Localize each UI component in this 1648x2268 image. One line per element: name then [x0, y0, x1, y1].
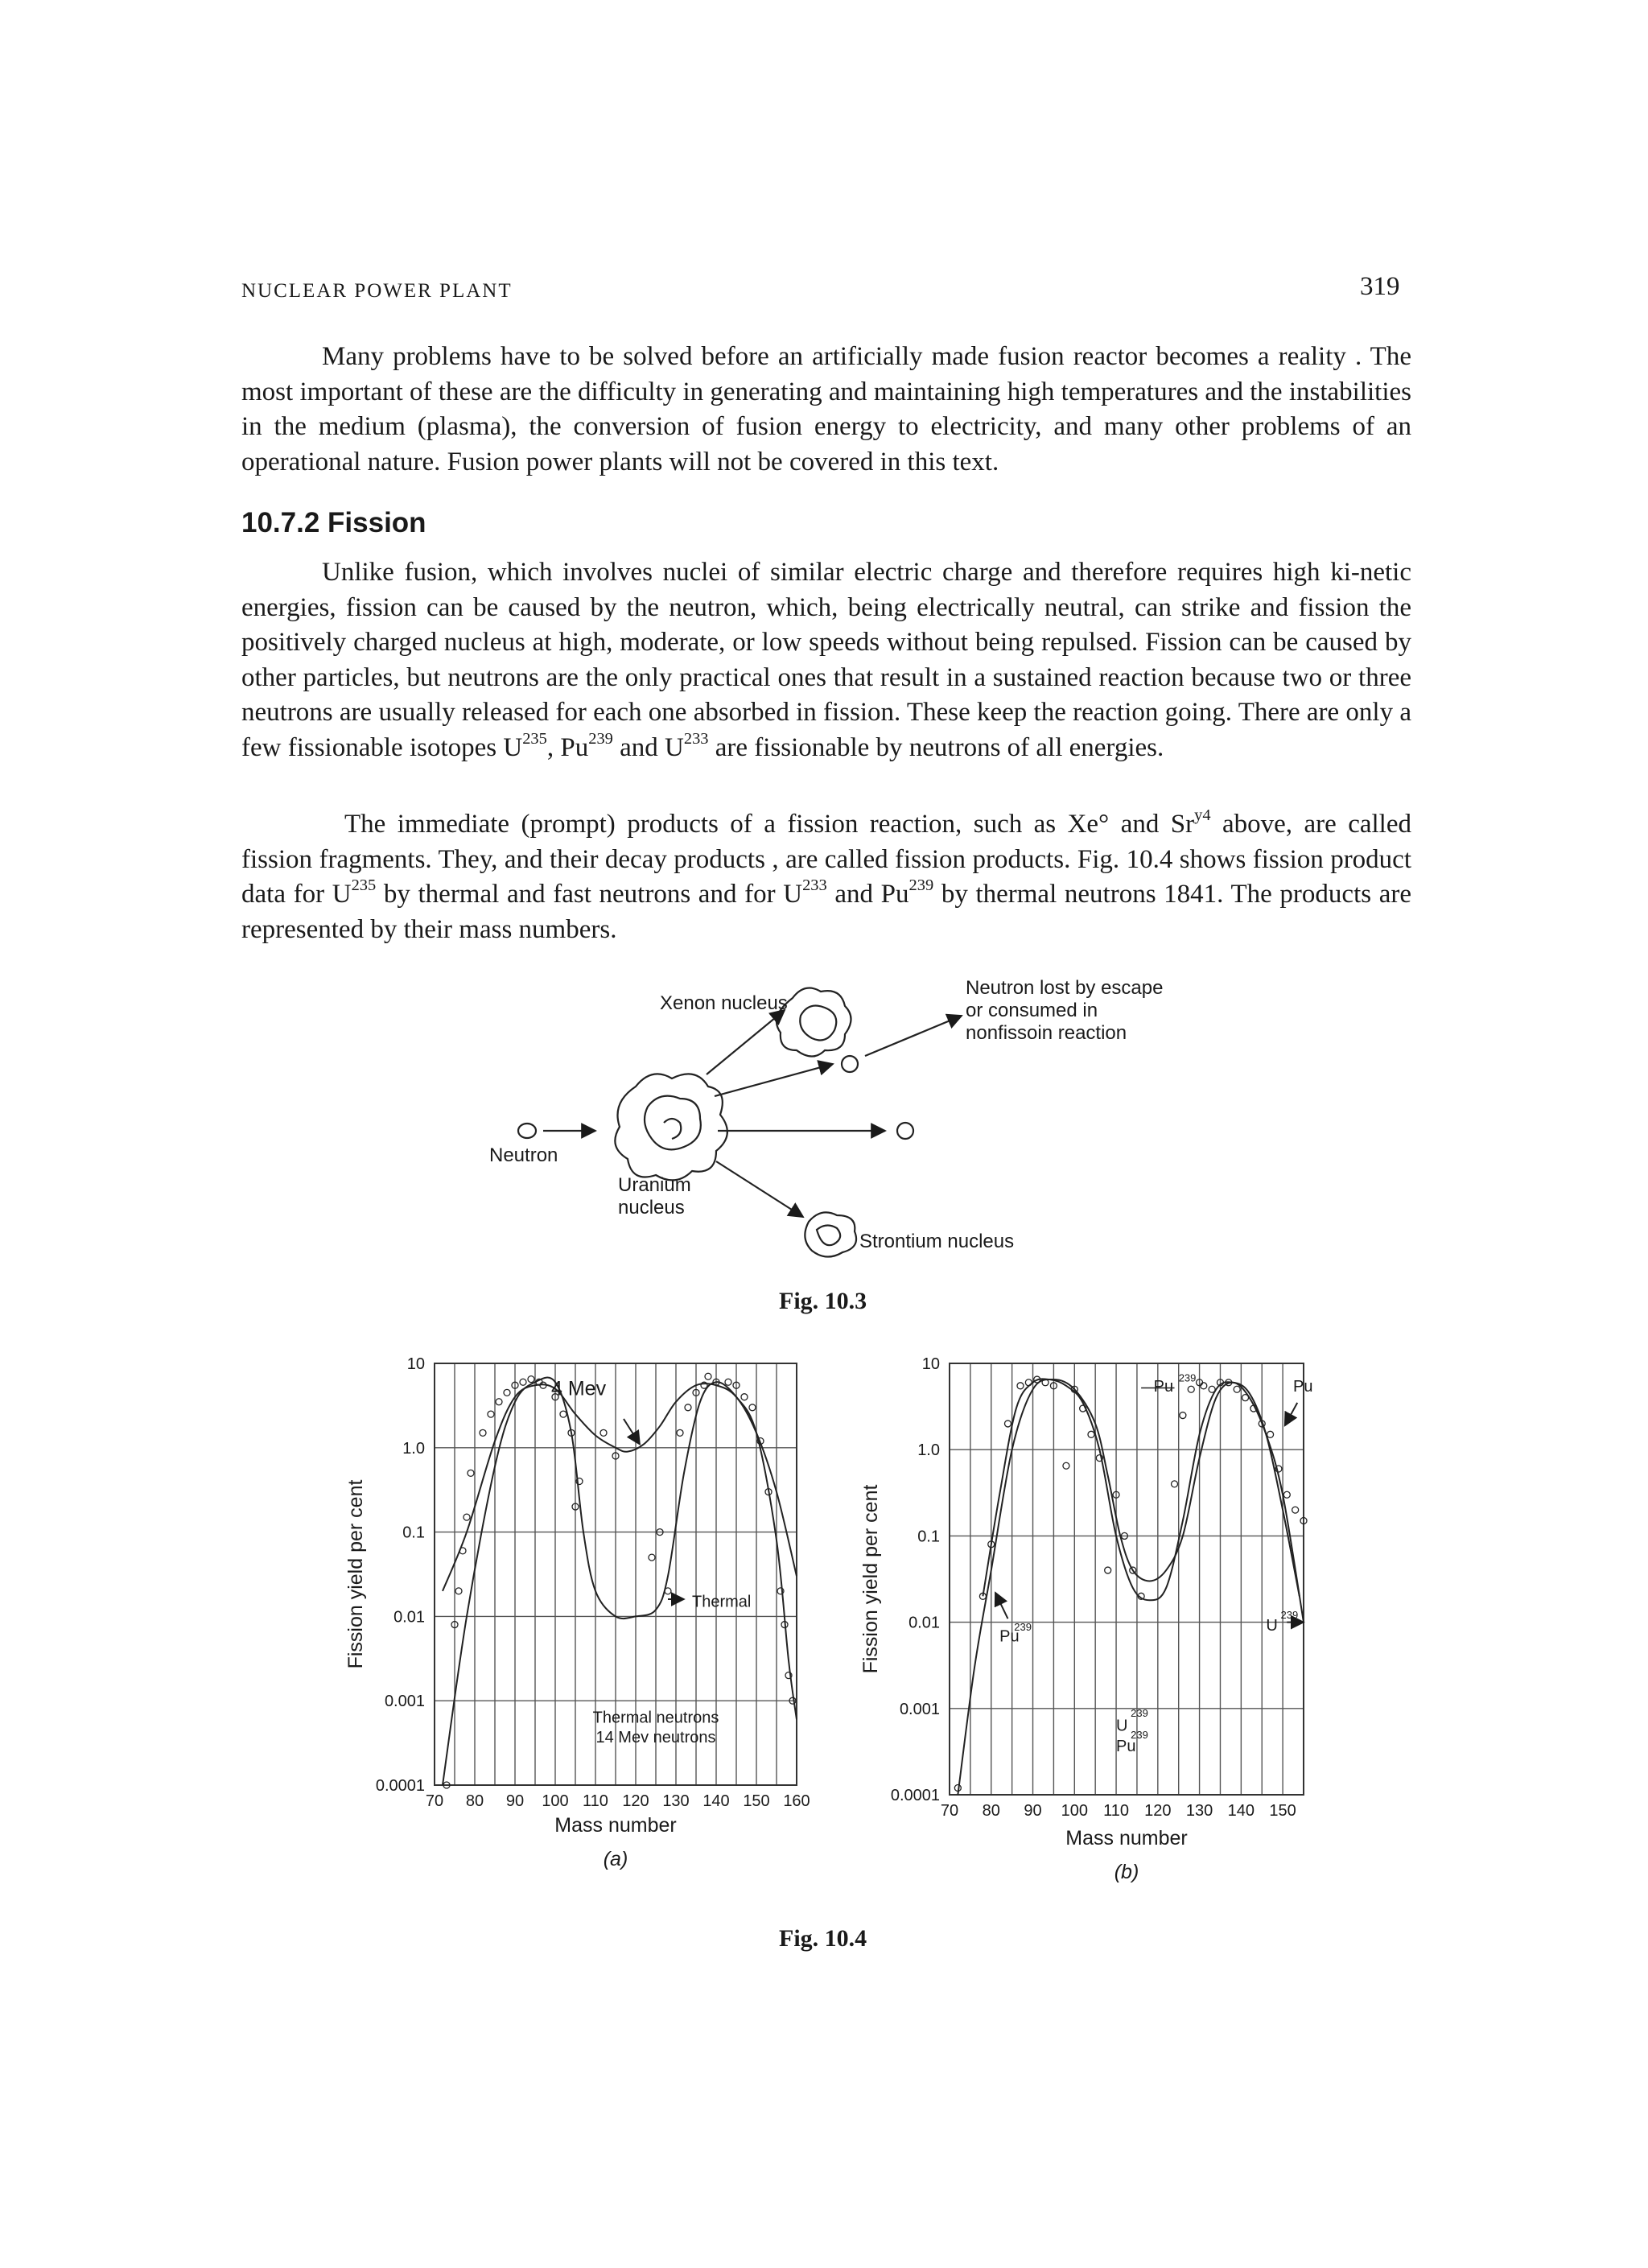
data-point [1267, 1431, 1274, 1437]
annotation-label: 239 [1280, 1609, 1299, 1622]
y-tick-label: 0.001 [384, 1693, 425, 1711]
data-point [560, 1411, 566, 1417]
data-point [464, 1514, 470, 1520]
data-point [665, 1588, 671, 1594]
data-point [496, 1399, 502, 1405]
data-point [1105, 1567, 1111, 1573]
y-tick-label: 0.1 [402, 1524, 425, 1542]
fission-yield-chart-b [853, 1344, 1336, 1907]
data-point [480, 1429, 486, 1436]
data-point [1234, 1386, 1240, 1392]
data-point [1088, 1431, 1094, 1437]
x-tick-label: 130 [1185, 1802, 1213, 1820]
xenon-nucleus-icon [777, 988, 851, 1057]
data-point [1209, 1386, 1215, 1392]
annotation-arrow [624, 1419, 640, 1445]
x-tick-label: 90 [505, 1792, 525, 1810]
annotation-label: 239 [1131, 1707, 1148, 1720]
x-tick-label: 70 [940, 1802, 959, 1820]
paragraph-fusion-problems: Many problems have to be solved before an artificially made fusion reactor becomes a reality . The most important of these are the difficulty in generating and maintaining high temperatures and the instabilities in the medium (plasma), the conversion of fusion energy to electricity, and many other problems of an operational nature. Fusion power plants will not be covered in this text. [241, 342, 1411, 476]
data-point [1201, 1383, 1207, 1389]
data-point [741, 1394, 748, 1400]
x-tick-label: 110 [1103, 1802, 1130, 1820]
x-tick-label: 90 [1024, 1802, 1042, 1820]
running-title: NUCLEAR POWER PLANT [241, 280, 513, 302]
emitted-neutron-icon [897, 1123, 913, 1139]
fig-10-4-caption: Fig. 10.4 [779, 1925, 867, 1952]
panel-label: (b) [1114, 1861, 1139, 1883]
data-point [1242, 1395, 1249, 1401]
paragraph-fission-intro: Unlike fusion, which involves nuclei of similar electric charge and therefore requires high ki-netic energies, fission can be caused by the neutron, which, being electrically neutral, can strike and fission the positively charged nucleus at high, moderate, or low speeds without being repulsed. Fission can be caused by other particles, but neutrons are the only practical ones that result in a sustained reaction because two or three neutrons are usually released for each one absorbed in fission. These keep the reaction going. There are only a few fissionable isotopes $U^{235}$, Pu$^{239}$ and $U^{233}$ are fissionable by neutrons of all energies. [241, 558, 1411, 762]
data-point [468, 1470, 474, 1476]
x-tick-label: 150 [743, 1792, 770, 1810]
x-tick-label: 140 [702, 1792, 730, 1810]
x-tick-label: 100 [1061, 1802, 1088, 1820]
data-point [725, 1379, 731, 1385]
annotation-label: Pu [1153, 1378, 1174, 1396]
data-point [528, 1376, 534, 1383]
neutron-label: Neutron [489, 1144, 558, 1166]
x-tick-label: 120 [622, 1792, 649, 1810]
data-point [677, 1429, 683, 1436]
section-title: 10.7.2 Fission [241, 507, 426, 538]
data-point [504, 1389, 510, 1396]
x-tick-label: 70 [425, 1792, 444, 1810]
uranium-label-line1: Uranium [618, 1174, 691, 1196]
annotation-label: Thermal neutrons [592, 1709, 719, 1727]
data-point [488, 1411, 494, 1417]
annotation-label: 14 Mev neutrons [595, 1729, 716, 1747]
strontium-nucleus-icon [805, 1212, 856, 1256]
data-point [1017, 1383, 1024, 1389]
x-tick-label: 160 [783, 1792, 810, 1810]
x-tick-label: 150 [1269, 1802, 1296, 1820]
data-point [455, 1588, 462, 1594]
lost-label-line2: or consumed in [966, 1000, 1098, 1021]
y-tick-label: 1.0 [917, 1441, 940, 1460]
x-tick-label: 130 [662, 1792, 690, 1810]
y-tick-label: 0.0001 [375, 1777, 425, 1795]
annotation-label: 239 [1178, 1371, 1197, 1384]
strontium-label: Strontium nucleus [859, 1231, 1015, 1252]
annotation-label: U [1266, 1616, 1278, 1635]
y-tick-label: 0.001 [899, 1700, 940, 1718]
annotation-label: Pu [1293, 1378, 1313, 1396]
lost-label-line3: nonfissoin reaction [966, 1022, 1127, 1044]
series-curve-u239 [983, 1379, 1299, 1600]
x-tick-label: 80 [982, 1802, 1000, 1820]
y-axis-label: Fission yield per cent [859, 1484, 882, 1674]
page-number: 319 [1360, 272, 1400, 301]
arrow-to-strontium [716, 1161, 803, 1217]
data-point [649, 1554, 655, 1561]
data-point [1283, 1491, 1290, 1498]
annotation-label: U [1116, 1717, 1128, 1735]
x-tick-label: 140 [1227, 1802, 1255, 1820]
paragraph-fission-products: The immediate (prompt) products of a fission reaction, such as Xe° and $Sr^{y4}$ above, are called fission fragments. They, and their decay products , are called fission products. Fig. 10.4 shows fission product data for $U^{235}$ by thermal and fast neutrons and for $U^{233}$ and Pu$^{239}$ by thermal neutrons 1841. The products are represented by their mass numbers. [241, 806, 1412, 944]
y-tick-label: 1.0 [402, 1439, 425, 1458]
data-point [1004, 1421, 1011, 1427]
y-tick-label: 0.01 [908, 1614, 940, 1632]
data-point [520, 1379, 526, 1385]
y-tick-label: 0.01 [393, 1608, 425, 1627]
data-point [685, 1404, 691, 1411]
data-point [1063, 1462, 1069, 1469]
data-point [600, 1429, 607, 1436]
fission-yield-chart-a [338, 1344, 821, 1907]
uranium-label-line2: nucleus [618, 1197, 685, 1219]
annotation-label: 239 [1131, 1728, 1148, 1741]
xenon-label: Xenon nucleus [660, 992, 788, 1014]
annotation-label: Pu [999, 1627, 1020, 1646]
data-point [1025, 1379, 1032, 1386]
y-tick-label: 10 [406, 1355, 425, 1373]
annotation-label: Thermal [692, 1593, 752, 1611]
uranium-nucleus-icon [615, 1074, 727, 1180]
lost-label-line1: Neutron lost by escape [966, 977, 1164, 999]
annotation-arrow [995, 1593, 1008, 1619]
data-point [1292, 1507, 1299, 1513]
panel-label: (a) [603, 1848, 628, 1870]
annotation-arrow [1285, 1403, 1298, 1425]
arrow-to-neutron [715, 1064, 833, 1096]
fig-10-3-caption: Fig. 10.3 [779, 1288, 867, 1314]
y-tick-label: 0.1 [917, 1528, 940, 1546]
x-tick-label: 100 [542, 1792, 569, 1810]
arrow-neutron-lost [865, 1016, 962, 1056]
data-point [705, 1373, 711, 1379]
annotation-label: Pu [1116, 1737, 1136, 1755]
x-axis-label: Mass number [554, 1814, 677, 1837]
y-axis-label: Fission yield per cent [344, 1479, 367, 1669]
annotation-label: 239 [1014, 1620, 1032, 1633]
annotation-label: 4 Mev [551, 1377, 607, 1400]
data-point [1188, 1386, 1194, 1392]
arrow-to-xenon [707, 1010, 785, 1074]
series-curve-4-mev [443, 1383, 797, 1591]
incoming-neutron-icon [518, 1124, 536, 1138]
data-point [749, 1404, 756, 1411]
x-tick-label: 120 [1144, 1802, 1172, 1820]
data-point [1172, 1481, 1178, 1487]
x-tick-label: 110 [583, 1792, 608, 1810]
emitted-neutron-icon [842, 1056, 858, 1072]
x-axis-label: Mass number [1065, 1827, 1188, 1849]
x-tick-label: 80 [465, 1792, 484, 1810]
data-point [1180, 1412, 1186, 1419]
y-tick-label: 0.0001 [890, 1787, 940, 1804]
y-tick-label: 10 [921, 1355, 940, 1373]
